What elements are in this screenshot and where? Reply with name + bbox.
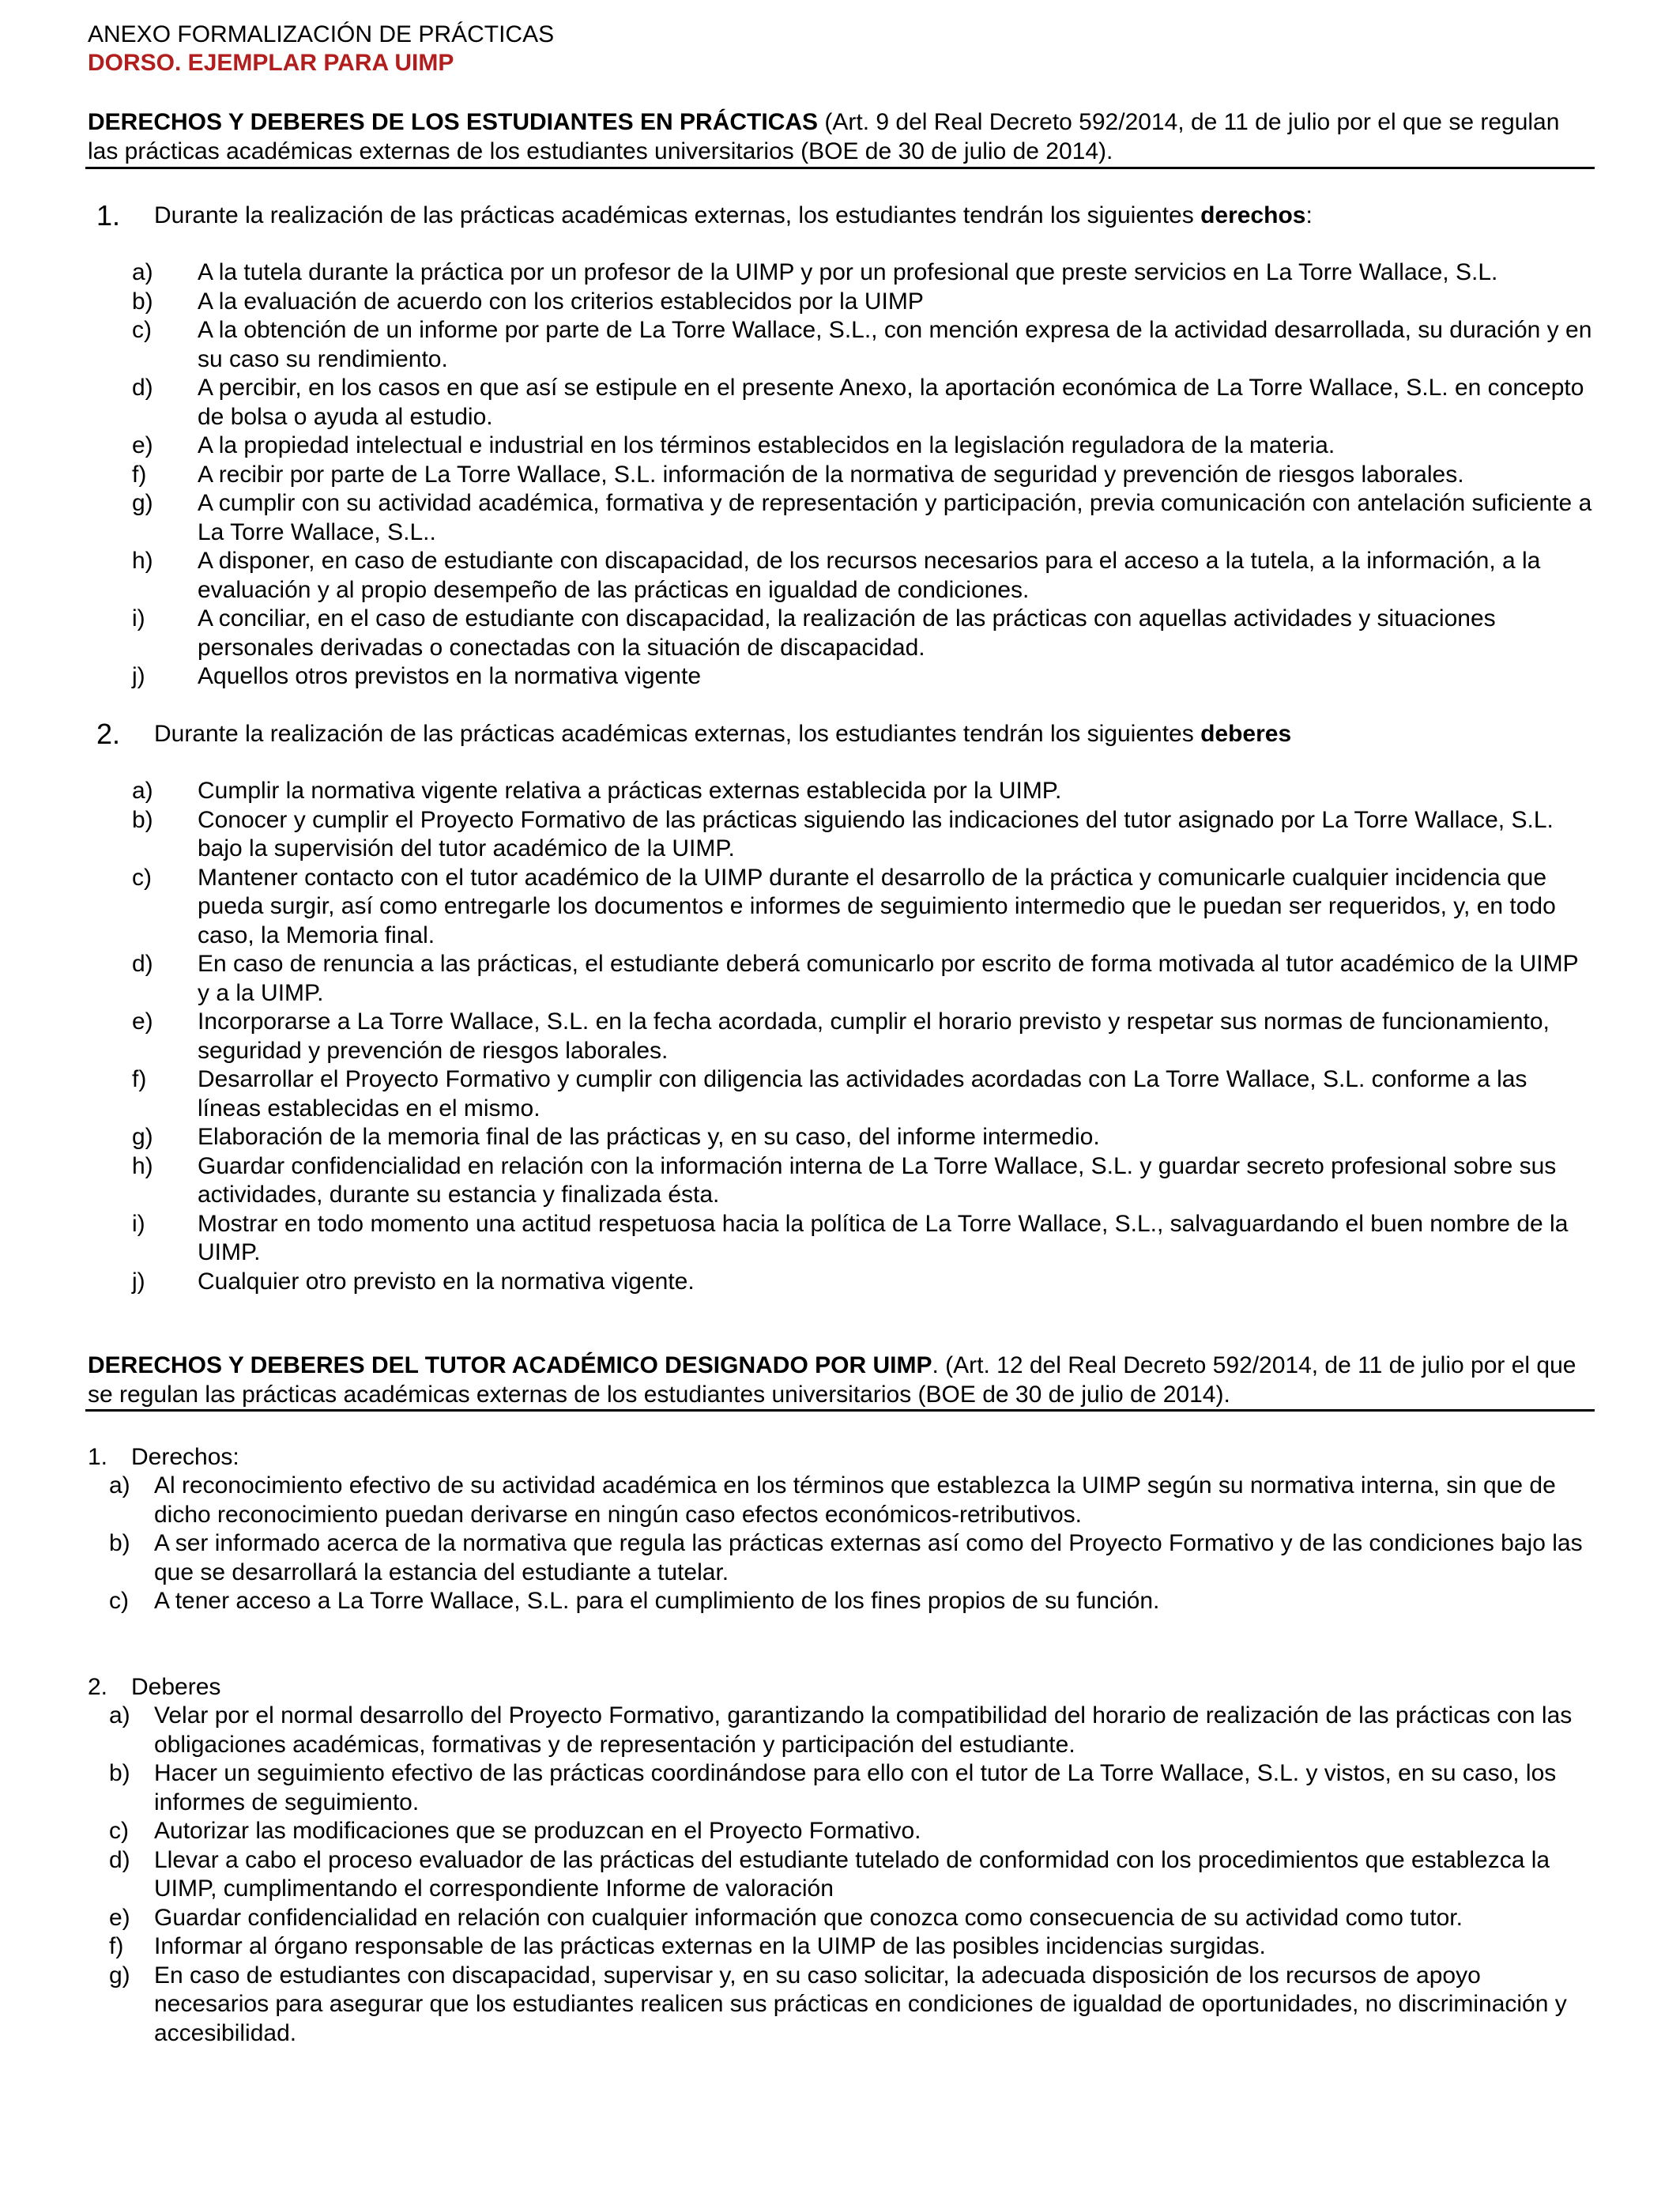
item-text: Llevar a cabo el proceso evaluador de las prácticas del estudiante tutelado de conformidad con los procedimientos que establezca la UIMP, cumplimentando el correspondiente Informe de valoración — [154, 1846, 1550, 1902]
intro-suffix: : — [1305, 202, 1313, 228]
item-label: d) — [132, 375, 153, 401]
item-label: d) — [109, 1846, 130, 1873]
item-text: Al reconocimiento efectivo de su actividad académica en los términos que establezca la UIMP según su normativa interna, sin que de dicho reconocimiento puedan derivarse en ningún caso efectos económicos-retributivos. — [154, 1472, 1556, 1528]
list-item — [132, 288, 1594, 317]
item-text: Cualquier otro previsto en la normativa vigente. — [198, 1268, 695, 1295]
item-text: A percibir, en los casos en que así se estipule en el presente Anexo, la aportación económica de La Torre Wallace, S.L. en concepto de bolsa o ayuda al estudio. — [198, 375, 1584, 430]
tutor-duties-label: Deberes — [131, 1674, 221, 1700]
list-item — [132, 605, 1594, 662]
item-label: g) — [132, 1124, 153, 1150]
list-item — [132, 1065, 1594, 1123]
list-item — [109, 1587, 1595, 1616]
list-item — [132, 461, 1594, 490]
list-item — [132, 662, 1594, 692]
item-text: Aquellos otros previstos en la normativa vigente — [198, 663, 702, 689]
item-label: i) — [132, 1210, 145, 1237]
item-label: b) — [132, 806, 153, 833]
list-number: 2. — [96, 718, 121, 750]
item-text: Incorporarse a La Torre Wallace, S.L. en la fecha acordada, cumplir el horario previsto y respetar sus normas de funcionamiento, seguridad y prevención de riesgos laborales. — [198, 1008, 1550, 1064]
list-item — [109, 1904, 1595, 1933]
list-item — [132, 547, 1594, 605]
copy-label: DORSO. EJEMPLAR PARA UIMP — [88, 50, 454, 76]
item-label: a) — [132, 259, 153, 285]
item-text: Cumplir la normativa vigente relativa a prácticas externas establecida por la UIMP. — [198, 778, 1062, 804]
item-text: En caso de estudiantes con discapacidad, supervisar y, en su caso solicitar, la adecuada disposición de los recursos de apoyo necesarios para asegurar que los estudiantes realicen sus prácticas en condiciones de igualdad de oportunidades, no discriminación y accesibilidad. — [154, 1962, 1567, 2046]
item-label: b) — [132, 288, 153, 315]
item-label: b) — [109, 1530, 130, 1556]
students-section-heading — [88, 107, 1594, 166]
item-text: En caso de renuncia a las prácticas, el estudiante deberá comunicarlo por escrito de forma motivada al tutor académico de la UIMP y a la UIMP. — [198, 951, 1579, 1006]
item-label: c) — [109, 1818, 129, 1844]
item-label: e) — [132, 432, 153, 458]
section-divider — [85, 1409, 1595, 1412]
tutor-duties-list — [109, 1702, 1595, 2048]
item-label: c) — [132, 864, 152, 891]
annex-title: ANEXO FORMALIZACIÓN DE PRÁCTICAS — [88, 21, 555, 47]
tutor-section-citation: . (Art. 12 del Real Decreto 592/2014, de 11 de julio por el que se regulan las prácticas académicas externas de los estudiantes universitarios (BOE de 30 de julio de 2014). — [88, 1352, 1576, 1408]
students-section-citation: (Art. 9 del Real Decreto 592/2014, de 11 de julio por el que se regulan las prácticas académicas externas de los estudiantes universitarios (BOE de 30 de julio de 2014). — [88, 109, 1560, 164]
item-text: A recibir por parte de La Torre Wallace, S.L. información de la normativa de seguridad y prevención de riesgos laborales. — [198, 461, 1464, 488]
tutor-duties-heading — [88, 1673, 221, 1702]
document-header — [88, 21, 554, 77]
list-item — [132, 489, 1594, 547]
list-item — [132, 374, 1594, 432]
item-text: A disponer, en caso de estudiante con discapacidad, de los recursos necesarios para el acceso a la tutela, a la información, a la evaluación y al propio desempeño de las prácticas en igualdad de condiciones. — [198, 548, 1541, 603]
list-item — [132, 316, 1594, 374]
item-text: Guardar confidencialidad en relación con cualquier información que conozca como consecuencia de su actividad como tutor. — [154, 1904, 1463, 1931]
item-text: Desarrollar el Proyecto Formativo y cumplir con diligencia las actividades acordadas con La Torre Wallace, S.L. conforme a las líneas establecidas en el mismo. — [198, 1066, 1527, 1122]
item-text: A tener acceso a La Torre Wallace, S.L. para el cumplimiento de los fines propios de su función. — [154, 1588, 1160, 1614]
list-number: 1. — [96, 199, 121, 232]
list-item — [109, 1846, 1595, 1904]
item-label: g) — [132, 490, 153, 516]
list-item — [132, 432, 1594, 461]
list-item — [132, 806, 1594, 864]
list-item — [132, 1268, 1594, 1297]
item-label: c) — [109, 1588, 129, 1614]
students-section-title: DERECHOS Y DEBERES DE LOS ESTUDIANTES EN PRÁCTICAS — [88, 109, 819, 135]
item-text: Hacer un seguimiento efectivo de las prácticas coordinándose para ello con el tutor de La Torre Wallace, S.L. y vistos, en su caso, los informes de seguimiento. — [154, 1760, 1557, 1815]
item-label: f) — [132, 1066, 147, 1092]
list-item — [132, 864, 1594, 951]
item-text: A la tutela durante la práctica por un profesor de la UIMP y por un profesional que preste servicios en La Torre Wallace, S.L. — [198, 259, 1498, 285]
list-item — [132, 950, 1594, 1008]
item-label: c) — [132, 317, 152, 343]
item-text: A la propiedad intelectual e industrial en los términos establecidos en la legislación reguladora de la materia. — [198, 432, 1335, 458]
list-number: 2. — [88, 1674, 108, 1700]
students-rights-list — [132, 258, 1594, 692]
list-item — [109, 1932, 1595, 1962]
item-text: A ser informado acerca de la normativa que regula las prácticas externas así como del Proyecto Formativo y de las condiciones bajo las que se desarrollará la estancia del estudiante a tutelar. — [154, 1530, 1583, 1585]
item-label: i) — [132, 605, 145, 631]
item-label: a) — [132, 778, 153, 804]
item-text: Elaboración de la memoria final de las prácticas y, en su caso, del informe intermedio. — [198, 1124, 1100, 1150]
item-text: Conocer y cumplir el Proyecto Formativo de las prácticas siguiendo las indicaciones del tutor asignado por La Torre Wallace, S.L. bajo la supervisión del tutor académico de la UIMP. — [198, 806, 1554, 861]
item-label: e) — [132, 1008, 153, 1035]
tutor-section-title: DERECHOS Y DEBERES DEL TUTOR ACADÉMICO DESIGNADO POR UIMP — [88, 1352, 932, 1378]
list-item — [109, 1529, 1595, 1587]
item-text: Mantener contacto con el tutor académico de la UIMP durante el desarrollo de la práctica y comunicarle cualquier incidencia que pueda surgir, así como entregarle los documentos e informes de seguimiento intermedio que le puedan ser requeridos, y, en todo caso, la Memoria final. — [198, 864, 1556, 948]
item-text: A conciliar, en el caso de estudiante con discapacidad, la realización de las prácticas con aquellas actividades y situaciones personales derivadas o conectadas con la situación de discapacidad. — [198, 605, 1496, 661]
item-label: a) — [109, 1472, 130, 1498]
list-item — [132, 1123, 1594, 1152]
item-label: f) — [109, 1933, 124, 1959]
list-item — [132, 777, 1594, 806]
tutor-rights-list — [109, 1472, 1595, 1616]
item-label: h) — [132, 1152, 153, 1179]
list-item — [132, 1152, 1594, 1210]
list-item — [132, 258, 1594, 288]
item-label: d) — [132, 951, 153, 977]
item-text: Velar por el normal desarrollo del Proyecto Formativo, garantizando la compatibilidad del horario de realización de las prácticas con las obligaciones académicas, formativas y de representación y participación del estudiante. — [154, 1702, 1573, 1758]
item-label: b) — [109, 1760, 130, 1786]
tutor-rights-heading — [88, 1443, 239, 1472]
students-duties-list — [132, 777, 1594, 1296]
item-text: A cumplir con su actividad académica, formativa y de representación y participación, previa comunicación con antelación suficiente a La Torre Wallace, S.L.. — [198, 490, 1592, 545]
item-label: j) — [132, 1268, 145, 1295]
item-text: Autorizar las modificaciones que se produzcan en el Proyecto Formativo. — [154, 1818, 921, 1844]
list-item — [109, 1817, 1595, 1846]
item-label: g) — [109, 1962, 130, 1989]
item-label: a) — [109, 1702, 130, 1728]
intro-keyword: derechos — [1200, 202, 1306, 228]
intro-keyword: deberes — [1200, 721, 1292, 747]
list-item — [132, 1210, 1594, 1268]
list-number: 1. — [88, 1444, 108, 1470]
tutor-rights-label: Derechos: — [131, 1444, 239, 1470]
intro-text: Durante la realización de las prácticas académicas externas, los estudiantes tendrán los siguientes — [154, 202, 1201, 228]
list-item — [132, 1008, 1594, 1065]
list-item — [109, 1962, 1595, 2049]
list-item — [109, 1472, 1595, 1529]
section-divider — [85, 167, 1595, 169]
item-text: Informar al órgano responsable de las prácticas externas en la UIMP de las posibles incidencias surgidas. — [154, 1933, 1266, 1959]
item-label: j) — [132, 663, 145, 689]
item-text: A la obtención de un informe por parte de La Torre Wallace, S.L., con mención expresa de la actividad desarrollada, su duración y en su caso su rendimiento. — [198, 317, 1592, 372]
intro-text: Durante la realización de las prácticas académicas externas, los estudiantes tendrán los siguientes — [154, 721, 1201, 747]
item-label: h) — [132, 548, 153, 574]
list-item — [109, 1702, 1595, 1759]
item-text: Guardar confidencialidad en relación con la información interna de La Torre Wallace, S.L. y guardar secreto profesional sobre sus actividades, durante su estancia y finalizada ésta. — [198, 1152, 1557, 1208]
item-text: A la evaluación de acuerdo con los criterios establecidos por la UIMP — [198, 288, 924, 315]
item-text: Mostrar en todo momento una actitud respetuosa hacia la política de La Torre Wallace, S.L., salvaguardando el buen nombre de la UIMP. — [198, 1210, 1569, 1265]
item-label: f) — [132, 461, 147, 488]
tutor-section-heading — [88, 1351, 1594, 1409]
list-item — [109, 1759, 1595, 1817]
item-label: e) — [109, 1904, 130, 1931]
